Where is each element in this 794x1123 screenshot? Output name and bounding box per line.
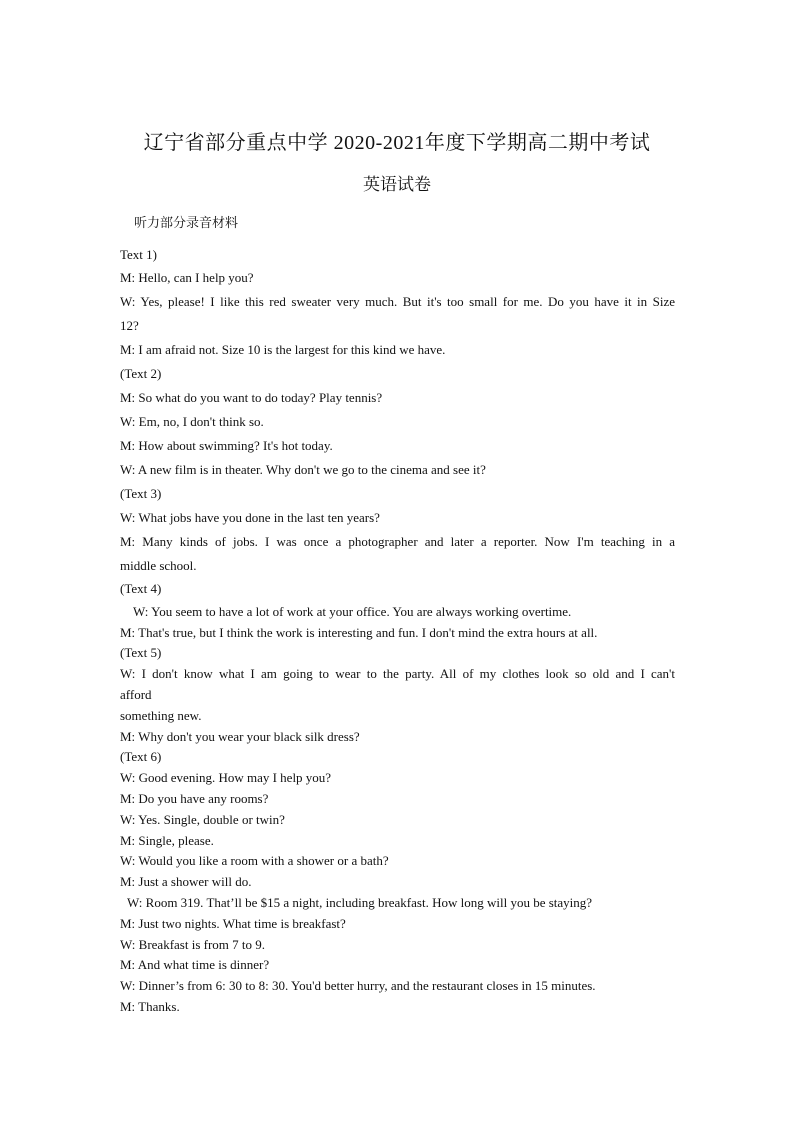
transcript-line: W: You seem to have a lot of work at your office. You are always working overtime.: [133, 604, 572, 619]
transcript-line: W: Em, no, I don't think so.: [120, 414, 264, 429]
transcript-line: M: Hello, can I help you?: [120, 270, 254, 285]
transcript-line: W: Yes, please! I like this red sweater very much. But it's too small for me. Do you have it in Size: [120, 294, 675, 309]
transcript-line: something new.: [120, 708, 202, 723]
section-heading: 听力部分录音材料: [134, 215, 239, 230]
transcript-line: M: Just a shower will do.: [120, 874, 252, 889]
transcript-line: (Text 3): [120, 486, 162, 501]
transcript-line: M: Just two nights. What time is breakfast?: [120, 916, 346, 931]
transcript-line: W: Good evening. How may I help you?: [120, 770, 332, 785]
document-subtitle: 英语试卷: [363, 175, 431, 194]
transcript-line: W: A new film is in theater. Why don't we go to the cinema and see it?: [120, 462, 486, 477]
transcript-line: W: Dinner’s from 6: 30 to 8: 30. You'd better hurry, and the restaurant closes in 15 minutes.: [120, 978, 596, 993]
transcript-line: W: Yes. Single, double or twin?: [120, 812, 285, 827]
transcript-line: M: And what time is dinner?: [120, 957, 270, 972]
transcript-line: afford: [120, 687, 152, 702]
transcript-line: M: Many kinds of jobs. I was once a photographer and later a reporter. Now I'm teaching in a: [120, 534, 675, 549]
transcript-line: W: Would you like a room with a shower or a bath?: [120, 853, 389, 868]
transcript-line: Text 1): [120, 247, 157, 262]
transcript-line: M: Why don't you wear your black silk dress?: [120, 729, 360, 744]
transcript-line: 12?: [120, 318, 139, 333]
transcript-line: W: Breakfast is from 7 to 9.: [120, 937, 266, 952]
transcript-line: middle school.: [120, 558, 197, 573]
transcript-line: M: So what do you want to do today? Play tennis?: [120, 390, 383, 405]
transcript-line: W: What jobs have you done in the last ten years?: [120, 510, 380, 525]
transcript-line: M: How about swimming? It's hot today.: [120, 438, 333, 453]
transcript-line: M: Thanks.: [120, 999, 180, 1014]
transcript-line: (Text 2): [120, 366, 162, 381]
document-title: 辽宁省部分重点中学 2020-2021年度下学期高二期中考试: [143, 132, 651, 154]
transcript-line: (Text 4): [120, 581, 162, 596]
transcript-line: M: That's true, but I think the work is interesting and fun. I don't mind the extra hours at all.: [120, 625, 598, 640]
transcript-line: (Text 6): [120, 749, 162, 764]
transcript-line: M: I am afraid not. Size 10 is the largest for this kind we have.: [120, 342, 446, 357]
transcript-line: M: Do you have any rooms?: [120, 791, 269, 806]
transcript-line: (Text 5): [120, 645, 162, 660]
transcript-line: W: Room 319. That’ll be $15 a night, including breakfast. How long will you be staying?: [127, 895, 593, 910]
transcript-line: M: Single, please.: [120, 833, 214, 848]
transcript-line: W: I don't know what I am going to wear to the party. All of my clothes look so old and I can't: [120, 666, 675, 681]
